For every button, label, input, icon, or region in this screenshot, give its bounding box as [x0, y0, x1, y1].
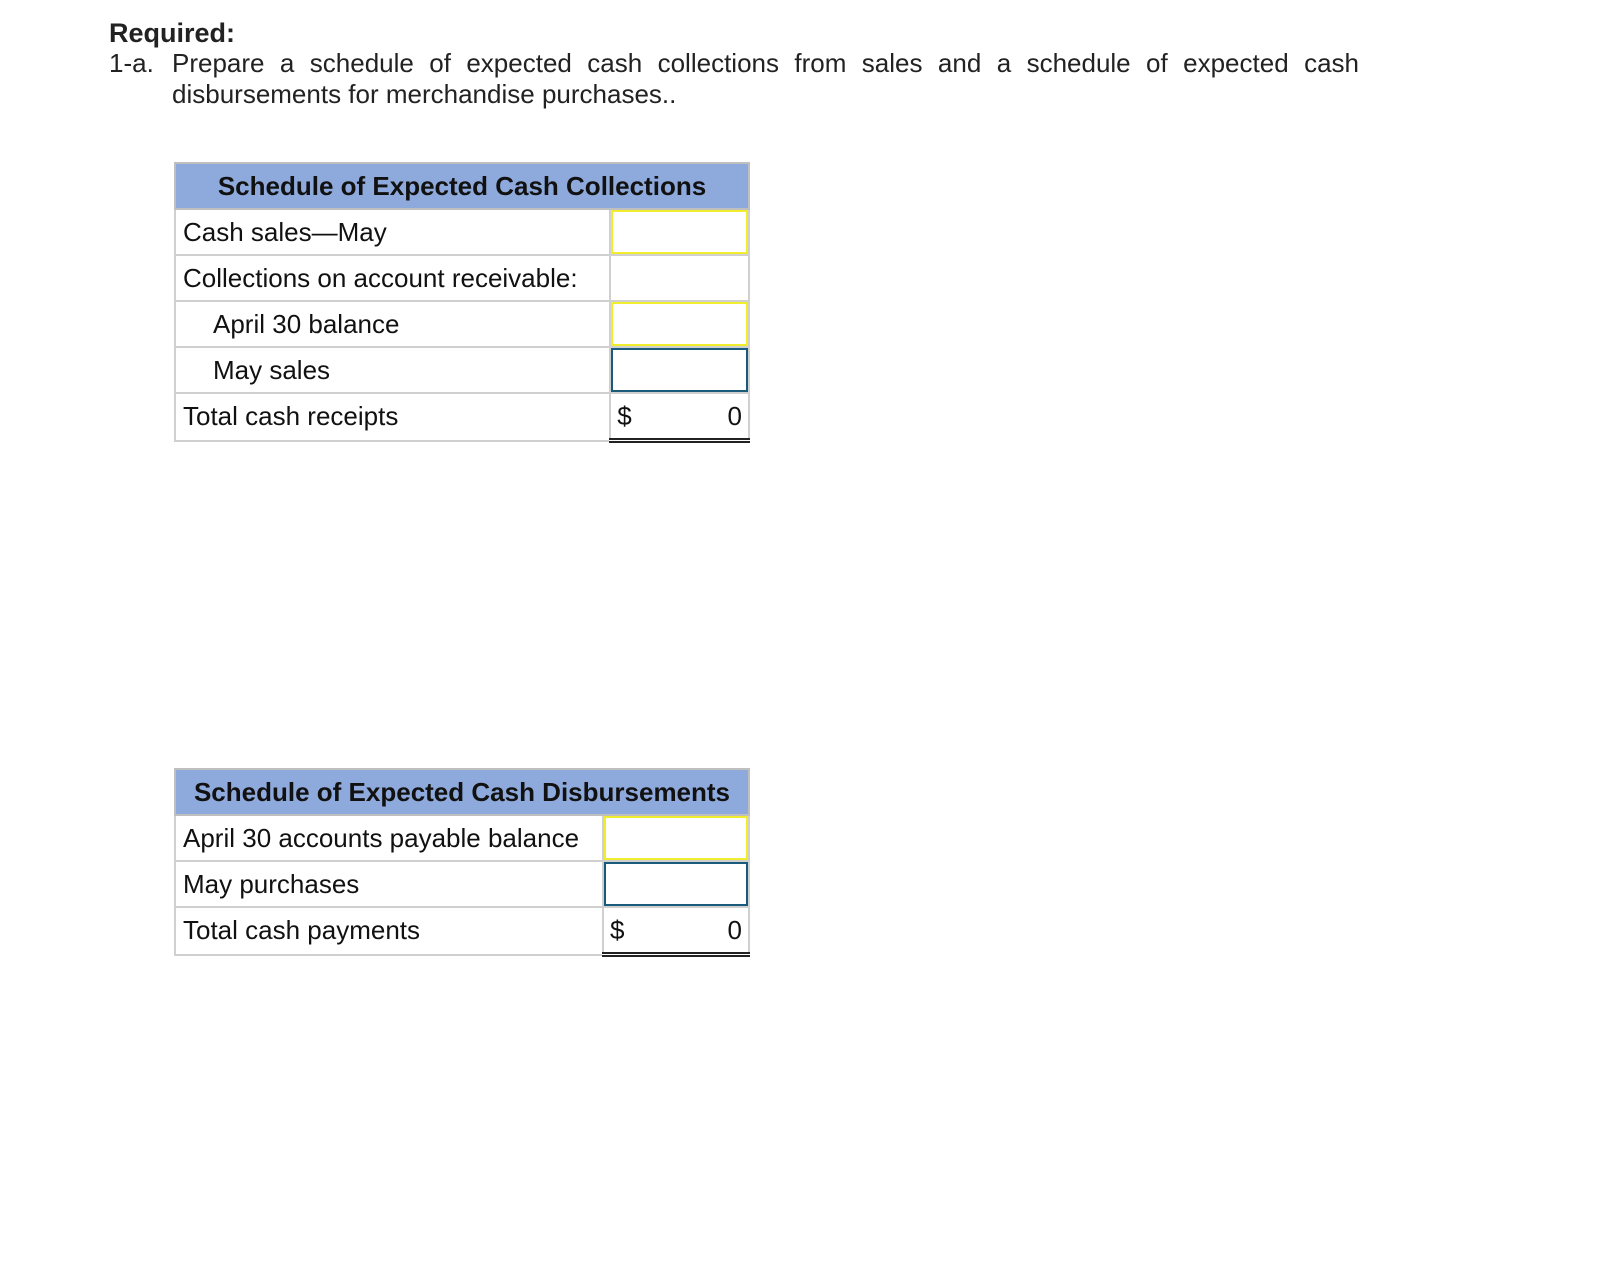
total-cash-payments-label: Total cash payments	[175, 907, 603, 955]
may-sales-cell	[610, 347, 749, 393]
total-cash-receipts-value: 0	[727, 400, 742, 431]
cash-sales-may-input[interactable]	[611, 210, 748, 254]
cash-sales-may-cell	[610, 209, 749, 255]
may-purchases-input[interactable]	[604, 862, 748, 906]
april-30-payable-label: April 30 accounts payable balance	[175, 815, 603, 861]
required-heading: Required:	[109, 18, 236, 48]
instruction-text: Prepare a schedule of expected cash collections from sales and a schedule of expected cash disbursements for merchandise purchases..	[172, 48, 1359, 109]
instruction-paragraph	[109, 48, 1359, 110]
april-30-balance-cell	[610, 301, 749, 347]
april-30-balance-input[interactable]	[611, 302, 748, 346]
empty-cell	[610, 255, 749, 301]
cash-sales-may-label: Cash sales—May	[175, 209, 610, 255]
april-30-balance-label: April 30 balance	[175, 301, 610, 347]
table-row	[175, 209, 749, 255]
total-cash-receipts-label: Total cash receipts	[175, 393, 610, 441]
table-row	[175, 907, 749, 955]
may-sales-label: May sales	[175, 347, 610, 393]
may-purchases-label: May purchases	[175, 861, 603, 907]
april-30-payable-input[interactable]	[604, 816, 748, 860]
table-row	[175, 861, 749, 907]
may-sales-input[interactable]	[611, 348, 748, 392]
cash-collections-schedule	[174, 162, 750, 443]
table-row	[175, 301, 749, 347]
table-row	[175, 815, 749, 861]
total-cash-payments-value: 0	[727, 914, 742, 945]
cash-disbursements-title: Schedule of Expected Cash Disbursements	[175, 769, 749, 815]
cash-disbursements-schedule	[174, 768, 750, 957]
collections-on-account-label: Collections on account receivable:	[175, 255, 610, 301]
table-row	[175, 255, 749, 301]
currency-symbol: $	[617, 400, 632, 431]
currency-symbol: $	[610, 914, 625, 945]
total-cash-payments-cell	[603, 907, 749, 955]
table-row	[175, 347, 749, 393]
cash-collections-title: Schedule of Expected Cash Collections	[175, 163, 749, 209]
may-purchases-cell	[603, 861, 749, 907]
total-cash-receipts-cell	[610, 393, 749, 441]
instruction-number: 1-a.	[109, 48, 154, 78]
april-30-payable-cell	[603, 815, 749, 861]
table-row	[175, 393, 749, 441]
